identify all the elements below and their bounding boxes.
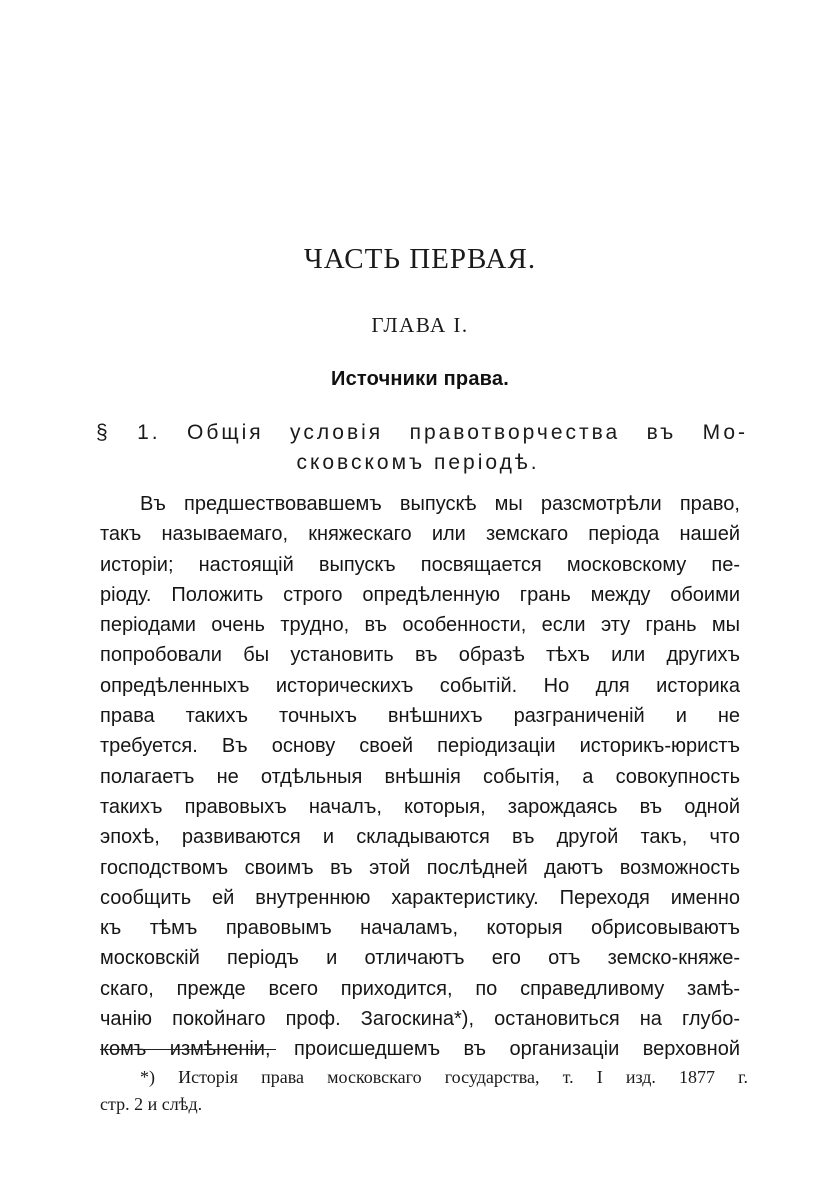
paragraph-heading-line: § 1. Общія условія правотворчества въ Мо-: [96, 421, 748, 444]
body-line: эпохѣ, развиваются и складываются въ другой такъ, что: [100, 826, 740, 849]
body-text: [100, 489, 740, 1065]
body-line: сообщить ей внутреннюю характеристику. Переходя именно: [100, 886, 740, 909]
part-title: ЧАСТЬ ПЕРВАЯ.: [303, 243, 537, 275]
body-line: періодами очень трудно, въ особенности, если эту грань мы: [100, 614, 740, 637]
body-line: чанію покойнаго проф. Загоскина*), остановиться на глубо-: [100, 1008, 740, 1031]
body-line: Въ предшествовавшемъ выпускѣ мы разсмотрѣли право,: [140, 493, 740, 515]
footnote-line: стр. 2 и слѣд.: [100, 1094, 203, 1114]
body-line: скаго, прежде всего приходится, по справедливому замѣ-: [100, 977, 740, 1000]
body-line: попробовали бы установить въ образѣ тѣхъ или другихъ: [100, 644, 740, 667]
chapter-title: ГЛАВА I.: [371, 313, 469, 337]
body-line: полагаетъ не отдѣльныя внѣшнія событія, а совокупность: [100, 765, 740, 788]
body-line: ріоду. Положить строго опредѣленную грань между обоими: [100, 583, 740, 606]
body-line: къ тѣмъ правовымъ началамъ, которыя обрисовываютъ: [100, 917, 740, 940]
footnote-divider: [100, 1049, 276, 1050]
body-line: исторіи; настоящій выпускъ посвящается московскому пе-: [100, 553, 740, 576]
body-line: такъ называемаго, княжескаго или земскаго періода нашей: [100, 523, 740, 546]
paragraph-heading-line: сковскомъ періодѣ.: [296, 451, 540, 474]
body-line: требуется. Въ основу своей періодизаціи историкъ-юристъ: [100, 735, 740, 758]
body-line: опредѣленныхъ историческихъ событій. Но для историка: [100, 674, 740, 697]
body-line: господствомъ своимъ въ этой послѣдней даютъ возможность: [100, 856, 740, 879]
body-line: права такихъ точныхъ внѣшнихъ разграниченій и не: [100, 705, 740, 728]
body-line: комъ измѣненіи, происшедшемъ въ организаціи верховной: [100, 1038, 740, 1061]
body-line: московскій періодъ и отличаютъ его отъ земско-княже-: [100, 947, 740, 970]
body-line: такихъ правовыхъ началъ, которыя, зарождаясь въ одной: [100, 795, 740, 818]
paragraph-heading: [96, 418, 748, 478]
section-heading: Источники права.: [331, 368, 509, 390]
footnote: [100, 1064, 748, 1118]
footnote-line: *) Исторія права московскаго государства, т. I изд. 1877 г.: [140, 1067, 748, 1087]
